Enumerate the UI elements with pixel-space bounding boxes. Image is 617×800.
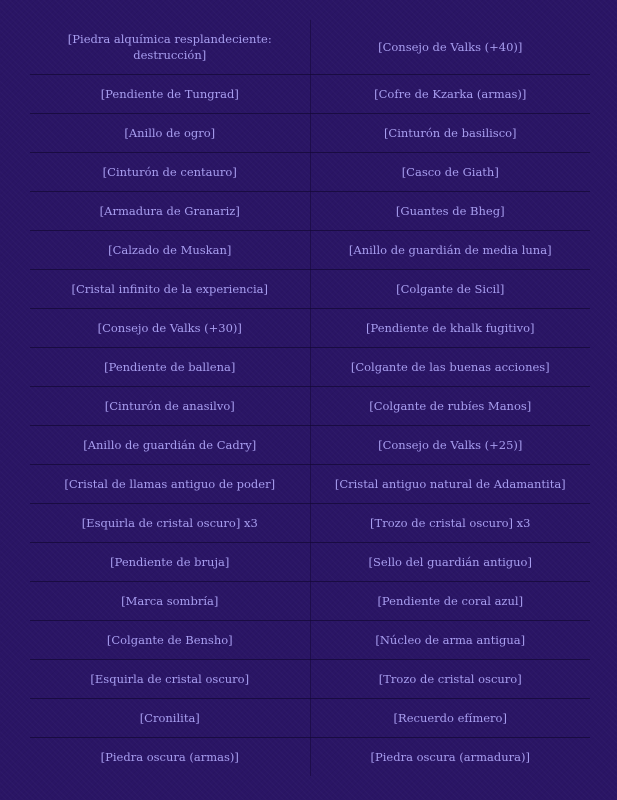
reward-cell: [Sello del guardián antiguo] xyxy=(310,543,590,582)
reward-cell: [Trozo de cristal oscuro] xyxy=(310,660,590,699)
reward-cell: [Anillo de guardián de media luna] xyxy=(310,231,590,270)
table-row xyxy=(30,231,590,270)
table-row xyxy=(30,153,590,192)
reward-cell: [Colgante de Bensho] xyxy=(30,621,310,660)
reward-cell: [Esquirla de cristal oscuro] xyxy=(30,660,310,699)
reward-cell: [Anillo de ogro] xyxy=(30,114,310,153)
table-row xyxy=(30,75,590,114)
reward-cell: [Cronilita] xyxy=(30,699,310,738)
reward-cell: [Consejo de Valks (+25)] xyxy=(310,426,590,465)
reward-cell: [Trozo de cristal oscuro] x3 xyxy=(310,504,590,543)
reward-cell: [Cristal antiguo natural de Adamantita] xyxy=(310,465,590,504)
reward-table xyxy=(30,20,590,776)
reward-cell: [Cinturón de anasilvo] xyxy=(30,387,310,426)
table-row xyxy=(30,738,590,777)
reward-cell: [Piedra oscura (armadura)] xyxy=(370,750,530,764)
reward-cell: [Colgante de rubíes Manos] xyxy=(310,387,590,426)
reward-cell: [Cofre de Kzarka (armas)] xyxy=(310,75,590,114)
reward-cell: [Calzado de Muskan] xyxy=(30,231,310,270)
reward-cell: [Cinturón de basilisco] xyxy=(310,114,590,153)
table-row xyxy=(30,582,590,621)
reward-cell: [Cristal infinito de la experiencia] xyxy=(30,270,310,309)
reward-cell: [Colgante de las buenas acciones] xyxy=(310,348,590,387)
table-row xyxy=(30,309,590,348)
table-row xyxy=(30,621,590,660)
reward-cell: [Pendiente de bruja] xyxy=(30,543,310,582)
table-row xyxy=(30,699,590,738)
reward-cell: [Marca sombría] xyxy=(30,582,310,621)
reward-cell: [Anillo de guardián de Cadry] xyxy=(30,426,310,465)
table-row xyxy=(30,387,590,426)
reward-cell: [Pendiente de ballena] xyxy=(30,348,310,387)
reward-cell: [Pendiente de coral azul] xyxy=(310,582,590,621)
reward-cell: [Colgante de Sicil] xyxy=(310,270,590,309)
reward-cell: [Núcleo de arma antigua] xyxy=(310,621,590,660)
table-row xyxy=(30,543,590,582)
reward-cell: [Consejo de Valks (+40)] xyxy=(310,20,590,75)
reward-cell: [Recuerdo efímero] xyxy=(310,699,590,738)
reward-cell: [Casco de Giath] xyxy=(310,153,590,192)
table-row xyxy=(30,426,590,465)
table-row xyxy=(30,465,590,504)
reward-cell: [Armadura de Granariz] xyxy=(30,192,310,231)
table-row xyxy=(30,660,590,699)
reward-cell: [Piedra alquímica resplandeciente: destrucción] xyxy=(30,20,310,75)
table-row xyxy=(30,114,590,153)
reward-cell: [Consejo de Valks (+30)] xyxy=(30,309,310,348)
table-row xyxy=(30,348,590,387)
table-row xyxy=(30,270,590,309)
reward-cell: [Cristal de llamas antiguo de poder] xyxy=(30,465,310,504)
reward-cell: [Cinturón de centauro] xyxy=(30,153,310,192)
reward-cell: [Pendiente de Tungrad] xyxy=(30,75,310,114)
table-row xyxy=(30,504,590,543)
table-row xyxy=(30,20,590,75)
reward-cell: [Guantes de Bheg] xyxy=(310,192,590,231)
reward-cell: [Esquirla de cristal oscuro] x3 xyxy=(30,504,310,543)
reward-cell: [Piedra oscura (armas)] xyxy=(30,738,310,777)
table-row xyxy=(30,192,590,231)
reward-cell: [Pendiente de khalk fugitivo] xyxy=(310,309,590,348)
